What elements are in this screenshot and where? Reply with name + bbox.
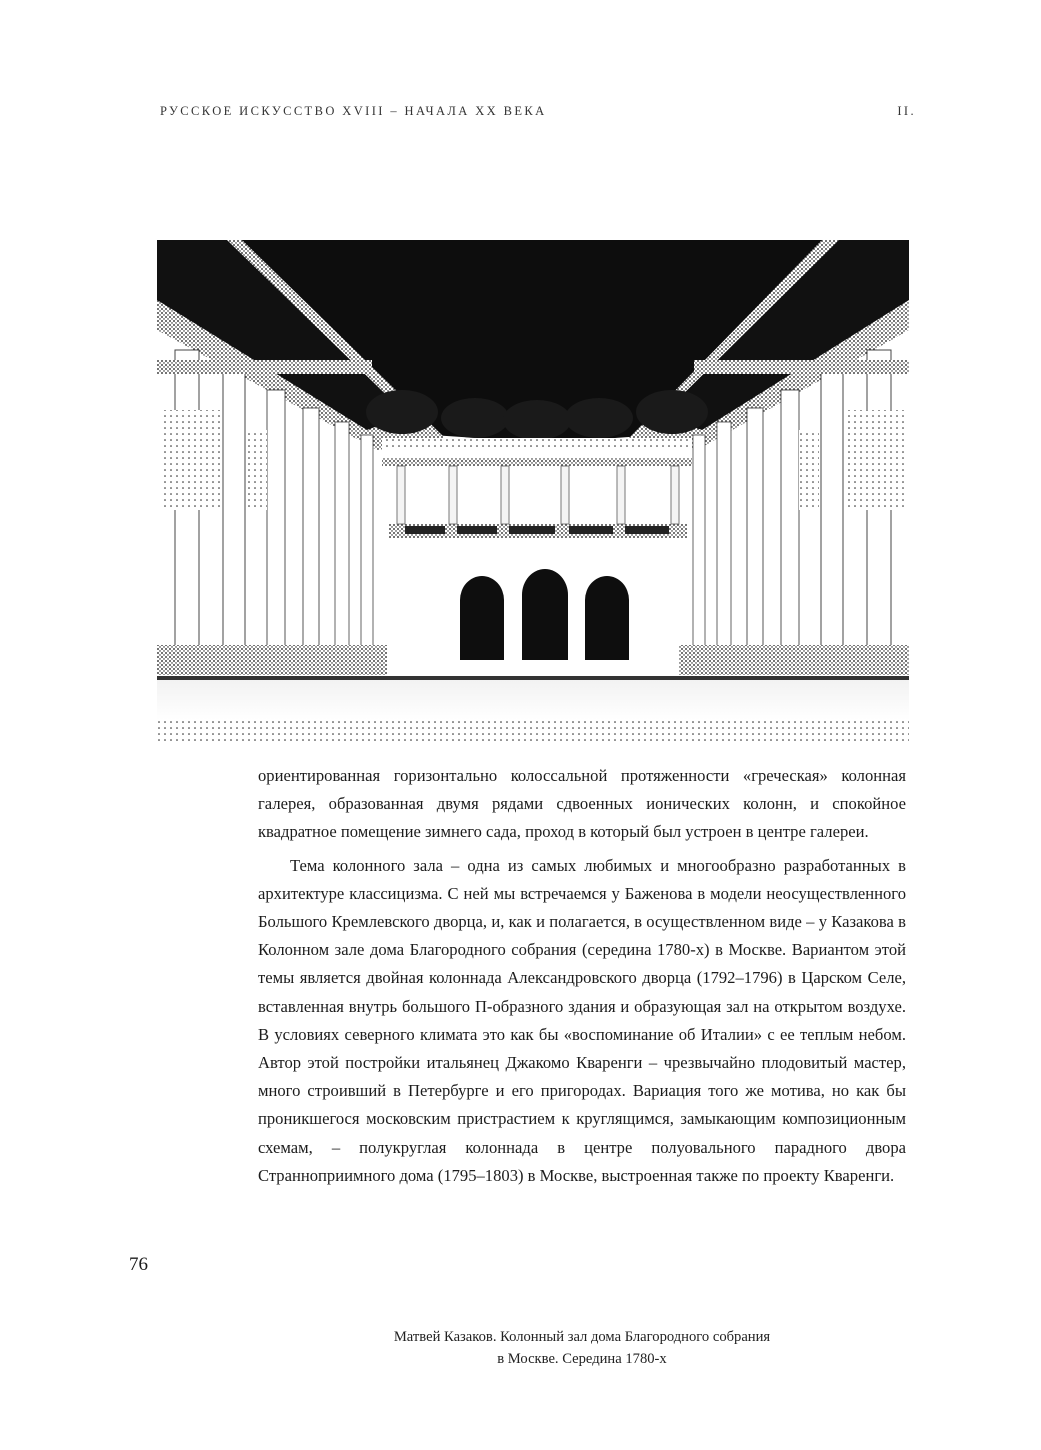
running-head bbox=[160, 104, 916, 119]
section-marker: II. bbox=[897, 104, 916, 118]
figure-caption bbox=[258, 1326, 906, 1370]
page-number: 76 bbox=[129, 1254, 148, 1275]
hall-illustration bbox=[157, 240, 909, 742]
caption-line: Матвей Казаков. Колонный зал дома Благородного собрания bbox=[393, 1329, 771, 1345]
hall-illustration-drawing bbox=[157, 240, 909, 742]
paragraph: Тема колонного зала – одна из самых любимых и многообразно разработанных в архитектуре классицизма. С ней мы встречаемся у Баженова в модели неосуществленного Большого Кремлевского дворца, и, как и полагается, в осуществленном виде – у Казакова в Колонном зале дома Благородного собрания (середина 1780-х) в Москве. Вариантом этой темы является двойная колоннада Александровского дворца (1792–1796) в Царском Селе, вставленная внутрь большого П-образного здания и образующая зал на открытом воздухе. В условиях северного климата это как бы «воспоминание об Италии» с ее теплым небом. Автор этой постройки итальянец Джакомо Кваренги – чрезвычайно плодовитый мастер, много строивший в Петербурге и его пригородах. Вариация того же мотива, но как бы проникшегося московским пристрастием к круглящимся, замыкающим композиционным схемам, – полукруглая колоннада в центре полуовального парадного двора Странноприимного дома (1795–1803) в Москве, выстроенная также по проекту Кваренги. bbox=[258, 855, 906, 1185]
caption-line: в Москве. Середина 1780-х bbox=[497, 1351, 667, 1367]
body-text bbox=[258, 762, 906, 1190]
running-title: РУССКОЕ ИСКУССТВО XVIII – НАЧАЛА XX ВЕКА bbox=[160, 104, 547, 118]
gallery-balustrade bbox=[389, 524, 687, 538]
back-wall-arches bbox=[460, 569, 629, 660]
hall-floor bbox=[157, 680, 909, 720]
paragraph: ориентированная горизонтально колоссальной протяженности «греческая» колонная галерея, образованная двумя рядами сдвоенных ионических колонн, и спокойное квадратное помещение зимнего сада, проход в который был устроен в центре галереи. bbox=[258, 766, 906, 842]
